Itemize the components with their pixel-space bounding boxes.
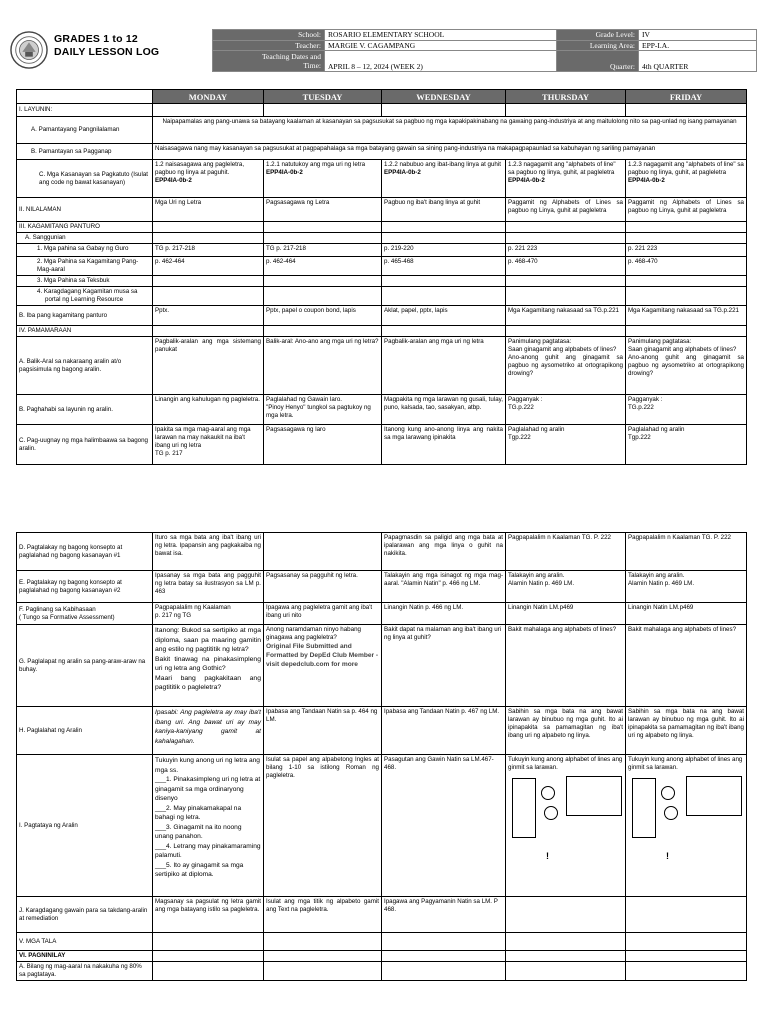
kasanayan-tue: 1.2.1 natutukoy ang mga uri ng letra EPP4IA-0b-2: [264, 160, 382, 198]
pag-uugnay-wed: Itanong kung ano-anong linya ang nakita sa mga larawang ipinakita: [382, 425, 506, 465]
section-pagninilay: VI. PAGNINILAY: [17, 951, 153, 962]
label-pagtalakay-2: E. Pagtalakay ng bagong konsepto at paglalahad ng bagong kasanayan #2: [17, 571, 153, 603]
label-karagdagang-kagamitan: 4. Karagdagang Kagamitan musa sa portal ng Learning Resource: [17, 287, 153, 306]
pagtataya-thu: Tukuyin kung anong alphabet of lines ang ginmit sa larawan. !: [506, 755, 626, 897]
pagtalakay-1-tue: [264, 533, 382, 571]
label-balik-aral: A. Balik-Aral sa nakaraang aralin at/o pagsisimula ng bagong aralin.: [17, 337, 153, 395]
nilalaman-wed: Pagbuo ng iba't ibang linya at guhit: [382, 198, 506, 222]
kasanayan-thu: 1.2.3 nagagamit ang "alphabets of line" sa pagbuo ng linya, guhit, at pagleletra EPP4IA-0b-2: [506, 160, 626, 198]
alphabet-of-lines-diagram: !: [628, 772, 744, 862]
pamantayang-pangnilalaman-text: Naipapamalas ang pang-unawa sa batayang kaalaman at kasanayan sa pagsusukat sa pagbuo ng mga kapakipakinabang na gawaing pang-industriya at ang maitulolong nito sa pag-unlad ng isang pamayanan: [153, 117, 747, 144]
pagtataya-wed: Pasagutan ang Gawin Natin sa LM.467-468.: [382, 755, 506, 897]
kagamitang-mag-aaral-fri: p. 468-470: [626, 257, 747, 276]
label-paghahabi: B. Paghahabi sa layunin ng aralin.: [17, 395, 153, 425]
pagtalakay-2-fri: Talakayin ang aralin. Alamin Natin p. 469 LM.: [626, 571, 747, 603]
paglinang-mon: Pagpapalalim ng Kaalaman p. 217 ng TG: [153, 603, 264, 625]
pag-uugnay-thu: Paglalahad ng aralin Tgp.222: [506, 425, 626, 465]
paglinang-fri: Linangin Natin LM.p469: [626, 603, 747, 625]
paglalapat-mon: Itanong: Bukod sa sertipiko at mga diploma, saan pa maaring gamitin ang estilo ng pagtititik ng letra? Bakit tinawag na pinakasimpleng uri ng letra ang Gothic? Maari bang pagkakitaan ang pagtititik o pagleletra?: [153, 625, 264, 707]
paglinang-wed: Linangin Natin p. 466 ng LM.: [382, 603, 506, 625]
gabay-guro-fri: p. 221 223: [626, 244, 747, 257]
balik-aral-thu: Panimulang pagtatasa: Saan ginagamit ang alpbabets of lines? Ano-anong guhit ang ginagamit sa pagbuo ng aysometriko at ortograpikong drowing?: [506, 337, 626, 395]
iba-wed: Aklat, papel, pptx, lapis: [382, 306, 506, 326]
teacher-label: Teacher:: [213, 40, 325, 51]
label-bilang-mag-aaral: A. Bilang ng mag-aaral na nakakuha ng 80% sa pagtataya.: [17, 962, 153, 981]
paglinang-tue: Ipagawa ang pagleletra gamit ang iba't ibang uri nito: [264, 603, 382, 625]
deped-seal-icon: [10, 31, 48, 69]
iba-mon: Pptx.: [153, 306, 264, 326]
karagdagang-gawain-wed: Ipagawa ang Pagyamanin Natin sa LM. P 468.: [382, 897, 506, 933]
paglalapat-thu: Bakit mahalaga ang alphabets of lines?: [506, 625, 626, 707]
pagtalakay-1-fri: Pagpapalalim n Kaalaman TG. P. 222: [626, 533, 747, 571]
label-pag-uugnay: C. Pag-uugnay ng mga halimbaawa sa bagong aralin.: [17, 425, 153, 465]
label-gabay-guro: 1. Mga pahina sa Gabay ng Guro: [17, 244, 153, 257]
area-value: EPP-I.A.: [639, 40, 757, 51]
pagtalakay-2-mon: Ipasanay sa mga bata ang pagguhit ng letra batay sa ilustrasyon sa LM p. 463: [153, 571, 264, 603]
iba-fri: Mga Kagamitang nakasaad sa TG.p.221: [626, 306, 747, 326]
section-kagamitan: III. KAGAMITANG PANTURO: [17, 222, 153, 233]
pagtalakay-1-wed: Papagmasdin sa paligid ang mga bata at ipalarawan ang mga linya o guhit na nakikita.: [382, 533, 506, 571]
grade-label: Grade Level:: [557, 30, 639, 41]
pagtalakay-2-wed: Talakayin ang mga isinagot ng mga mag-aaral. "Alamin Natin" p. 466 ng LM.: [382, 571, 506, 603]
paglalapat-fri: Bakit mahalaga ang alphabets of lines?: [626, 625, 747, 707]
label-kagamitang-mag-aaral: 2. Mga Pahina sa Kagamitang Pang-Mag-aaral: [17, 257, 153, 276]
paghahabi-tue: Paglalahad ng Gawain laro. "Pinoy Henyo" tungkol sa pagtukoy ng mga letra.: [264, 395, 382, 425]
quarter-label: Quarter:: [557, 51, 639, 72]
pag-uugnay-tue: Pagsasagawa ng laro: [264, 425, 382, 465]
gabay-guro-tue: TG p. 217-218: [264, 244, 382, 257]
label-sanggunian: A. Sanggunian: [17, 233, 153, 244]
pagtataya-tue: Isulat sa papel ang alpabetong Ingles at bilang 1-10 sa istilong Roman ng pagleletra.: [264, 755, 382, 897]
day-monday: MONDAY: [153, 90, 264, 104]
balik-aral-mon: Pagbalik-aralan ang mga sistemang panukat: [153, 337, 264, 395]
grade-value: IV: [639, 30, 757, 41]
document-title: [54, 33, 159, 59]
school-label: School:: [213, 30, 325, 41]
gabay-guro-wed: p. 219-220: [382, 244, 506, 257]
pagtalakay-1-thu: Pagpapalalim n Kaalaman TG. P. 222: [506, 533, 626, 571]
section-pamamaraan: IV. PAMAMARAAN: [17, 326, 153, 337]
section-nilalaman: II. NILALAMAN: [17, 198, 153, 222]
lesson-table-bottom: [16, 532, 747, 981]
section-mga-tala: V. MGA TALA: [17, 933, 153, 951]
gabay-guro-mon: TG p. 217-218: [153, 244, 264, 257]
paglalahat-tue: Ipabasa ang Tandaan Natin sa p. 464 ng LM.: [264, 707, 382, 755]
karagdagang-gawain-tue: Isulat ang mga titik ng alpabeto gamit ang Text na pagleletra.: [264, 897, 382, 933]
label-pamantayan-pagganap: B. Pamantayan sa Pagganap: [17, 144, 153, 160]
depedclub-note: Original File Submitted and Formatted by DepEd Club Member - visit depedclub.com for more: [266, 643, 379, 668]
karagdagang-gawain-mon: Magsanay sa pagsulat ng letra gamit ang mga batayang istilo sa pagleletra.: [153, 897, 264, 933]
paghahabi-wed: Magpakita ng mga larawan ng gusali, tulay, puno, kalsada, tao, sasakyan, atbp.: [382, 395, 506, 425]
balik-aral-tue: Balik-aral: Ano-ano ang mga uri ng letra?: [264, 337, 382, 395]
title-line-1: GRADES 1 to 12: [54, 33, 138, 45]
teacher-value: MARGIE V. CAGAMPANG: [325, 40, 557, 51]
label-pagtataya: I. Pagtataya ng Aralin: [17, 755, 153, 897]
iba-thu: Mga Kagamitang nakasaad sa TG.p.221: [506, 306, 626, 326]
pagtalakay-2-thu: Talakayin ang aralin. Alamin Natin p. 469 LM.: [506, 571, 626, 603]
paglalahat-thu: Sabihin sa mga bata na ang bawat larawan ay binubuo ng mga guhit. Ito ai ipinapakita sa pamamagitan ng iba't ibang uri ng alpabeto ng linya.: [506, 707, 626, 755]
gabay-guro-thu: p. 221 223: [506, 244, 626, 257]
dates-label: Teaching Dates and Time:: [213, 51, 325, 72]
pag-uugnay-mon: Ipakita sa mga mag-aaral ang mga larawan na may nakaukit na iba't ibang uri ng letra TG p. 217: [153, 425, 264, 465]
area-label: Learning Area:: [557, 40, 639, 51]
pagtataya-fri: Tukuyin kung anong alphabet of lines ang ginmit sa larawan. !: [626, 755, 747, 897]
alphabet-of-lines-diagram: !: [508, 772, 623, 862]
nilalaman-mon: Mga Uri ng Letra: [153, 198, 264, 222]
paghahabi-thu: Pagganyak : TG.p.222: [506, 395, 626, 425]
pamantayan-pagganap-text: Naisasagawa nang may kasanayan sa pagsusukat at pagpapahalaga sa mga batayang gawain sa sining pang-industriya na makapagpapaunlad sa kabuhayan ng sariling pamayanan: [153, 144, 747, 160]
header: [10, 29, 756, 71]
label-paglalapat: G. Paglalapat ng aralin sa pang-araw-araw na buhay.: [17, 625, 153, 707]
pagtalakay-1-mon: Ituro sa mga bata ang iba't ibang uri ng letra. Ipapansin ang pagkakaiba ng bawat isa.: [153, 533, 264, 571]
kagamitang-mag-aaral-mon: p. 462-464: [153, 257, 264, 276]
kasanayan-wed: 1.2.2 nabubuo ang ibat-ibang linya at guhit EPP4IA-0b-2: [382, 160, 506, 198]
school-value: ROSARIO ELEMENTARY SCHOOL: [325, 30, 557, 41]
lesson-table-top: [16, 89, 747, 465]
label-karagdagang-gawain: J. Karagdagang gawain para sa takdang-aralin at remediation: [17, 897, 153, 933]
balik-aral-wed: Pagbalik-aralan ang mga uri ng letra: [382, 337, 506, 395]
nilalaman-fri: Paggamit ng Alphabets of Lines sa pagbuo ng Linya, guhit at pagleletra: [626, 198, 747, 222]
paglalahat-fri: Sabihin sa mga bata na ang bawat larawan ay binubuo ng mga guhit. Ito ai ipinapakita sa pamamagitan ng iba't ibang uri ng alpabeto ng linya.: [626, 707, 747, 755]
label-pagtalakay-1: D. Pagtalakay ng bagong konsepto at paglalahad ng bagong kasanayan #1: [17, 533, 153, 571]
pagtataya-mon: Tukuyin kung anong uri ng letra ang mga ss. ___1. Pinakasimpleng uri ng letra at ginagamit sa mga ordinaryong disenyo ___2. May pinakamakapal na bahagi ng letra. ___3. Ginagamit na ito noong unang panahon. ___4. Letrang may pinakamaraming palamuti. ___5. Ito ay ginagamit sa mga sertipiko at diploma.: [153, 755, 264, 897]
paglalapat-wed: Bakit dapat na malaman ang iba't ibang uri ng linya at guhit?: [382, 625, 506, 707]
kagamitang-mag-aaral-wed: p. 465-468: [382, 257, 506, 276]
kasanayan-fri: 1.2.3 nagagamit ang "alphabets of line" sa pagbuo ng linya, guhit, at pagleletra EPP4IA-0b-2: [626, 160, 747, 198]
kagamitang-mag-aaral-thu: p. 468-470: [506, 257, 626, 276]
quarter-value: 4th QUARTER: [639, 51, 757, 72]
label-paglinang: F. Paglinang sa Kabihasaan ( Tungo sa Formative Assessment): [17, 603, 153, 625]
day-header-row: [17, 90, 747, 104]
label-paglalahat: H. Paglalahat ng Aralin: [17, 707, 153, 755]
title-line-2: DAILY LESSON LOG: [54, 46, 160, 58]
day-friday: FRIDAY: [626, 90, 747, 104]
paglalahat-wed: Ipabasa ang Tandaan Natin p. 467 ng LM.: [382, 707, 506, 755]
paghahabi-mon: Linangin ang kahulugan ng pagleletra.: [153, 395, 264, 425]
paglalahat-mon: Ipasabi: Ang pagleletra ay may iba't ibang uri. Ang bawat uri ay may kaniya-kaniyang gamit at kahalagahan.: [153, 707, 264, 755]
pagtalakay-2-tue: Pagsasanay sa pagguhit ng letra.: [264, 571, 382, 603]
dates-value: APRIL 8 – 12, 2024 (WEEK 2): [325, 51, 557, 72]
nilalaman-thu: Paggamit ng Alphabets of Lines sa pagbuo ng Linya, guhit at pagleletra: [506, 198, 626, 222]
paglinang-thu: Linangin Natin LM.p469: [506, 603, 626, 625]
day-wednesday: WEDNESDAY: [382, 90, 506, 104]
nilalaman-tue: Pagsasagawa ng Letra: [264, 198, 382, 222]
paghahabi-fri: Pagganyak : TG.p.222: [626, 395, 747, 425]
day-thursday: THURSDAY: [506, 90, 626, 104]
kasanayan-mon: 1.2 naisasagawa ang pagleletra, pagbuo ng linya at paguhit. EPP4IA-0b-2: [153, 160, 264, 198]
balik-aral-fri: Panimulang pagtatasa: Saan ginagamit ang alphabets of lines? Ano-anong guhit ang ginagamit sa pagbuo ng aysometriko at ortograpikong drowing?: [626, 337, 747, 395]
kagamitang-mag-aaral-tue: p. 462-464: [264, 257, 382, 276]
day-tuesday: TUESDAY: [264, 90, 382, 104]
section-layunin: I. LAYUNIN:: [17, 104, 153, 117]
pag-uugnay-fri: Paglalahad ng aralin Tgp.222: [626, 425, 747, 465]
paglalapat-tue: Anong naramdaman ninyo habang ginagawa ang pagleletra? Original File Submitted and Formatted by DepEd Club Member - visit depedclub.com for more: [264, 625, 382, 707]
header-info-table: [212, 29, 757, 72]
label-iba-pang-kagamitan: B. Iba pang kagamitang panturo: [17, 306, 153, 326]
label-pamantayang-pangnilalaman: A. Pamantayang Pangnilalaman: [17, 117, 153, 144]
label-kasanayan: C. Mga Kasanayan sa Pagkatuto (Isulat ang code ng bawat kasanayan): [17, 160, 153, 198]
iba-tue: Pptx, papel o coupon bond, lapis: [264, 306, 382, 326]
label-teksbuk: 3. Mga Pahina sa Teksbuk: [17, 276, 153, 287]
